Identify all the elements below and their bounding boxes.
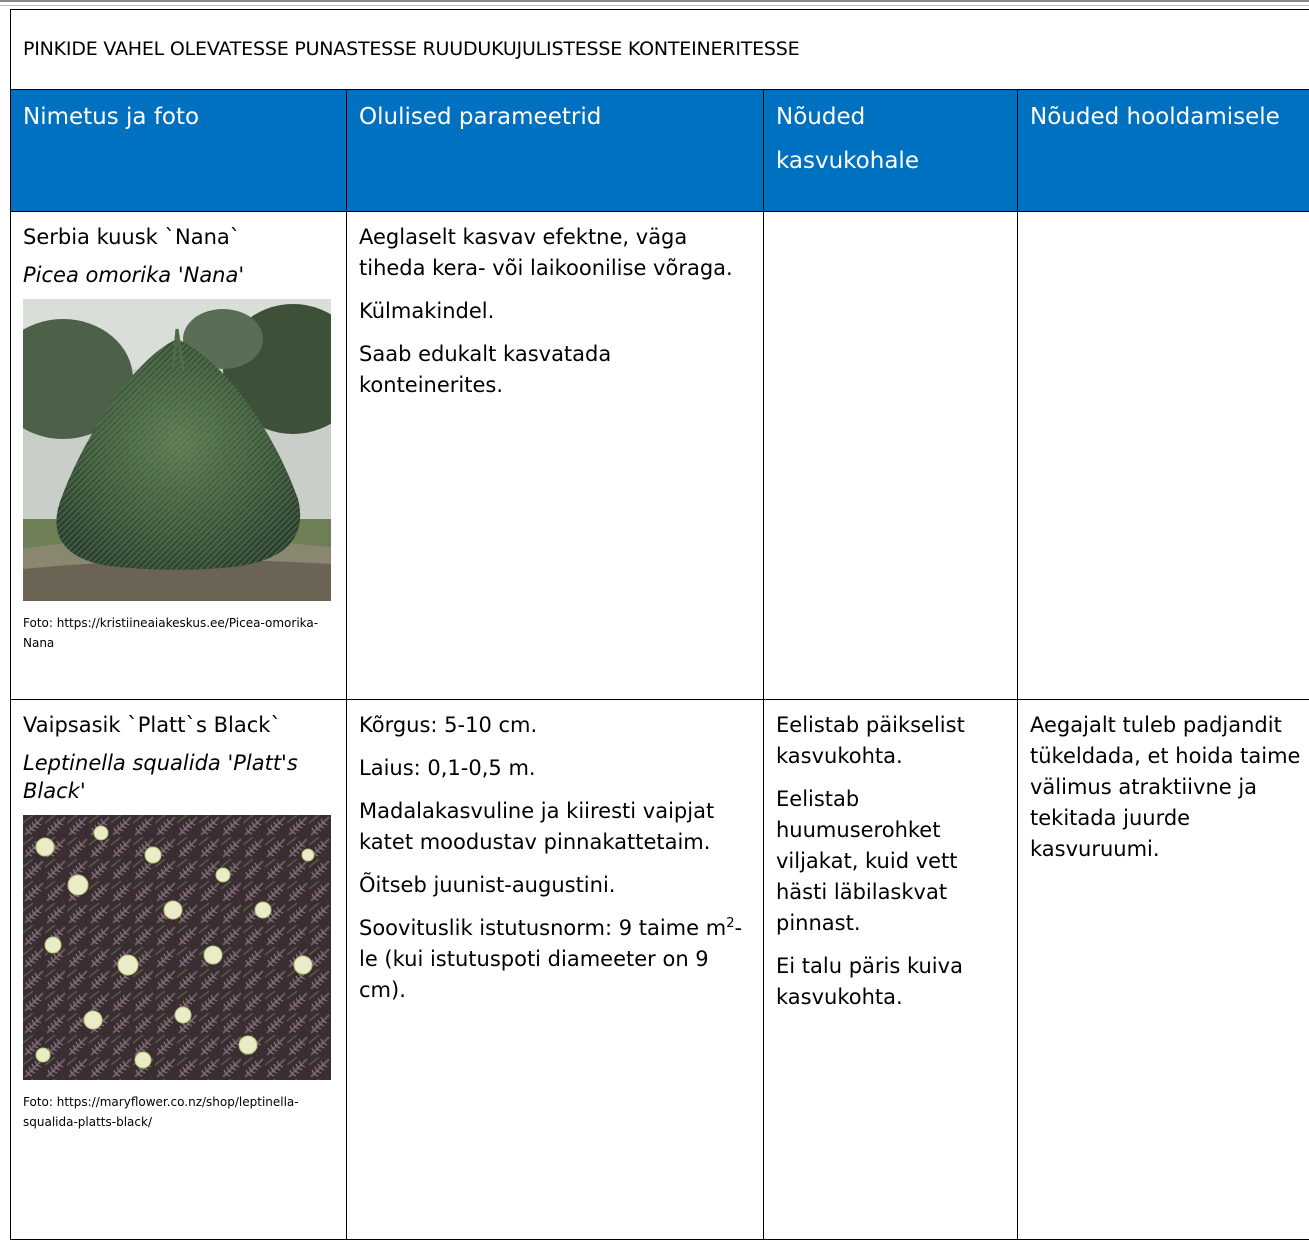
plant-photo [23,815,331,1080]
parameter-text: Külmakindel. [359,299,495,323]
site-text: Ei talu päris kuiva kasvukohta. [776,954,963,1009]
planting-norm-after: -le (kui istutuspoti diameeter on 9 cm). [359,916,743,1002]
plant-table [10,9,1309,1240]
planting-norm-text [359,913,751,1006]
plant-photo [23,299,331,601]
site-cell [764,700,1018,1240]
parameters-cell [347,212,764,700]
site-text: Eelistab päikselist kasvukohta. [776,713,965,768]
parameters-cell [347,700,764,1240]
parameter-text: Kõrgus: 5-10 cm. [359,713,538,737]
header-parameters: Olulised parameetrid [347,90,764,212]
site-cell [764,212,1018,700]
table-row [11,212,1309,700]
plant-name: Vaipsasik `Platt`s Black` [23,713,281,737]
latin-name: Leptinella squalida 'Platt's Black' [23,751,298,803]
parameter-text: Laius: 0,1-0,5 m. [359,756,536,780]
header-site: Nõuded kasvukohale [764,90,1018,212]
plant-name: Serbia kuusk `Nana` [23,225,241,249]
name-cell [11,700,347,1240]
latin-name: Picea omorika 'Nana' [23,263,245,287]
table-row [11,700,1309,1240]
header-row [11,90,1309,212]
header-name-photo: Nimetus ja foto [11,90,347,212]
care-cell [1018,700,1309,1240]
table-title: PINKIDE VAHEL OLEVATESSE PUNASTESSE RUUDUKUJULISTESSE KONTEINERITESSE [11,10,1309,90]
parameter-text: Saab edukalt kasvatada konteinerites. [359,342,612,397]
name-cell [11,212,347,700]
care-cell [1018,212,1309,700]
planting-norm-before: Soovituslik istutusnorm: 9 taime m [359,916,727,940]
parameter-text: Õitseb juunist-augustini. [359,873,616,897]
site-text: Eelistab huumuserohket viljakat, kuid vett hästi läbilaskvat pinnast. [776,787,958,935]
parameter-text: Aeglaselt kasvav efektne, väga tiheda kera- või laikoonilise võraga. [359,225,733,280]
planting-norm-sup: 2 [726,916,735,931]
care-text: Aegajalt tuleb padjandit tükeldada, et hoida taime välimus atraktiivne ja tekitada juurde kasvuruumi. [1030,713,1301,861]
parameter-text: Madalakasvuline ja kiiresti vaipjat katet moodustav pinnakattetaim. [359,799,715,854]
photo-caption: Foto: https://kristiineaiakeskus.ee/Picea-omorika-Nana [23,616,319,650]
photo-caption: Foto: https://maryflower.co.nz/shop/leptinella-squalida-platts-black/ [23,1095,299,1129]
header-care: Nõuded hooldamisele [1018,90,1309,212]
top-rule [0,0,1309,6]
